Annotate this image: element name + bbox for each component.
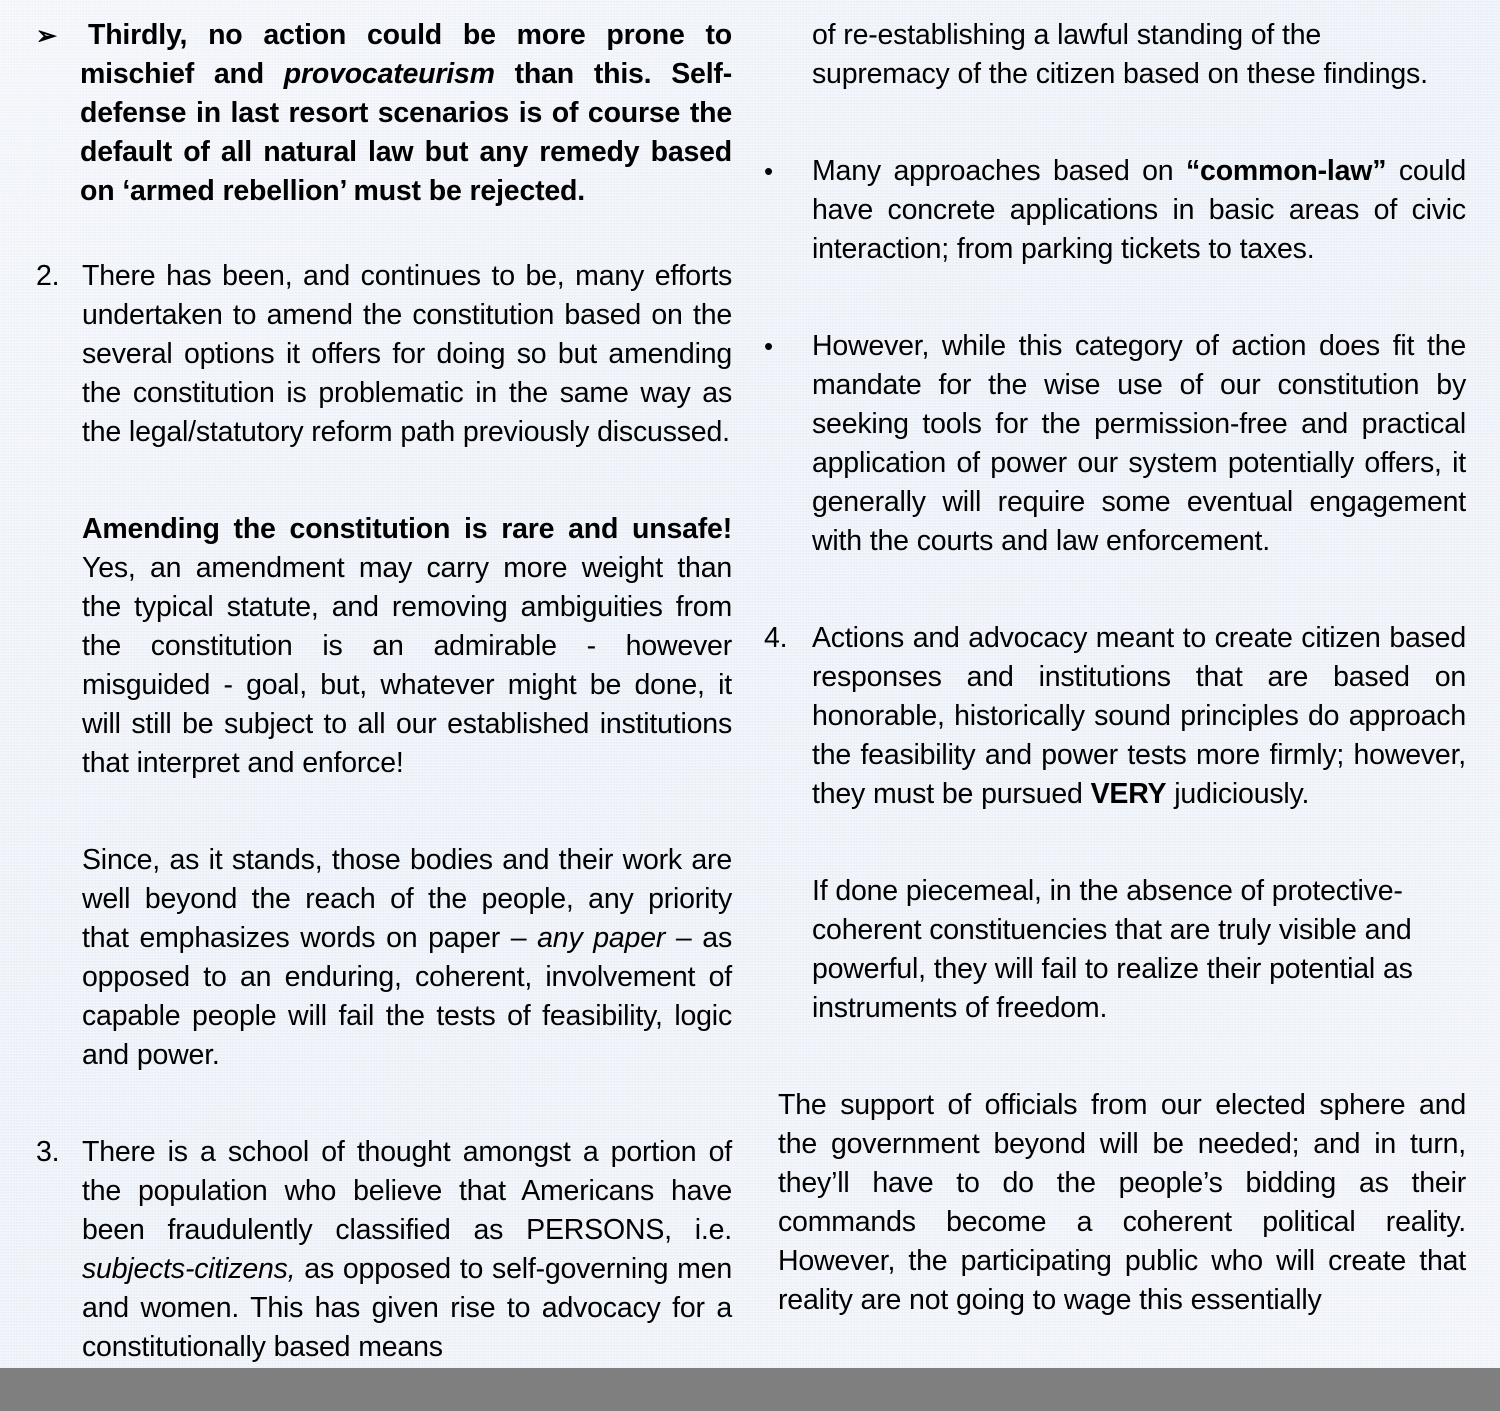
item-3-italic: subjects-citizens, [82, 1253, 296, 1285]
item-4-marker: 4. [764, 622, 788, 654]
since-paragraph [36, 841, 732, 1075]
spacer [36, 452, 732, 510]
arrow-bullet-block [36, 16, 732, 211]
amending-body: Yes, an amendment may carry more weight than the typical statute, and removing ambiguities from the constitution is an admirable - however misguided - goal, but, whatever might be done, it will still be subject to all our established institutions that interpret and enforce! [82, 552, 732, 779]
item-4-part1: Actions and advocacy meant to create citizen based responses and institutions that are based on honorable, historically sound principles do approach the feasibility and power tests more firmly; however, they must be pursued [812, 622, 1466, 810]
bullet-1-bold: “common-law” [1186, 155, 1387, 187]
list-item [764, 152, 1466, 269]
item-3-part1: There is a school of thought amongst a portion of the population who believe that Americans have been fraudulently classified as PERSONS, i.e. [82, 1136, 732, 1246]
arrow-bullet-lead: Thirdly, no action could be more prone to mischief and [80, 19, 732, 90]
support-paragraph: The support of officials from our elected sphere and the government beyond will be needed; and in turn, they’ll have to do the people’s bidding as their commands become a coherent political reality. However, the participating public who will create that reality are not going to wage this essentially [778, 1089, 1466, 1316]
item-3-marker: 3. [36, 1136, 60, 1168]
bullet-1-part2: could have concrete applications in basic areas of civic interaction; from parking tickets to taxes. [812, 155, 1466, 265]
right-column [750, 0, 1500, 1368]
spacer [36, 211, 732, 257]
list-item [36, 1133, 732, 1367]
bullet-1-block [764, 152, 1466, 269]
list-item [764, 327, 1466, 561]
numbered-item-4-block [764, 619, 1466, 814]
spacer [36, 783, 732, 841]
since-part1: Since, as it stands, those bodies and their work are well beyond the reach of the people, any priority that emphasizes words on paper – [82, 844, 732, 954]
arrow-bullet-icon: ➢ [36, 22, 57, 50]
since-part2: – as opposed to an enduring, coherent, involvement of capable people will fail the tests of feasibility, logic and power. [82, 922, 732, 1071]
item-4-text [812, 619, 1466, 814]
numbered-item-2-block [36, 257, 732, 452]
bullet-2-text: However, while this category of action does fit the mandate for the wise use of our constitution by seeking tools for the permission-free and practical application of power our system potentially offers, it generally will require some eventual engagement with the courts and law enforcement. [812, 330, 1466, 557]
since-italic: any paper [537, 922, 666, 954]
item-3-text [82, 1133, 732, 1367]
spacer [764, 814, 1466, 872]
item-4-bold: VERY [1090, 778, 1167, 810]
list-item [36, 16, 732, 211]
bullet-1-text [812, 152, 1466, 269]
item-2-text: There has been, and continues to be, many efforts undertaken to amend the constitution based on the several options it offers for doing so but amending the constitution is problematic in the same way as the legal/statutory reform path previously discussed. [82, 260, 732, 448]
amending-bold-lead: Amending the constitution is rare and unsafe! [82, 513, 732, 545]
list-item [36, 257, 732, 452]
item-3-part2: as opposed to self-governing men and women. This has given rise to advocacy for a constitutionally based means [82, 1253, 732, 1363]
item-2-marker: 2. [36, 260, 60, 292]
bullet-1-part1: Many approaches based on [812, 155, 1186, 187]
bullet-2-block [764, 327, 1466, 561]
numbered-item-3-block [36, 1133, 732, 1367]
arrow-bullet-tail: than this. Self-defense in last resort scenarios is of course the default of all natural law but any remedy based on ‘armed rebellion’ must be rejected. [80, 58, 732, 207]
list-item [764, 619, 1466, 814]
piecemeal-paragraph: If done piecemeal, in the absence of protective-coherent constituencies that are truly visible and powerful, they will fail to realize their potential as instruments of freedom. [812, 875, 1413, 1024]
spacer [764, 1028, 1466, 1086]
item-4-part2: judiciously. [1166, 778, 1310, 810]
spacer [764, 561, 1466, 619]
continuation-paragraph: of re-establishing a lawful standing of the supremacy of the citizen based on these findings. [812, 19, 1428, 90]
left-column [0, 0, 750, 1368]
round-bullet-icon: • [764, 156, 773, 186]
spacer [36, 1075, 732, 1133]
spacer [764, 269, 1466, 327]
round-bullet-icon: • [764, 331, 773, 361]
amending-paragraph [36, 510, 732, 783]
spacer [764, 94, 1466, 152]
arrow-bullet-italic: provocateurism [283, 58, 495, 90]
arrow-bullet-text [80, 16, 732, 211]
footer-bar [0, 1368, 1500, 1411]
